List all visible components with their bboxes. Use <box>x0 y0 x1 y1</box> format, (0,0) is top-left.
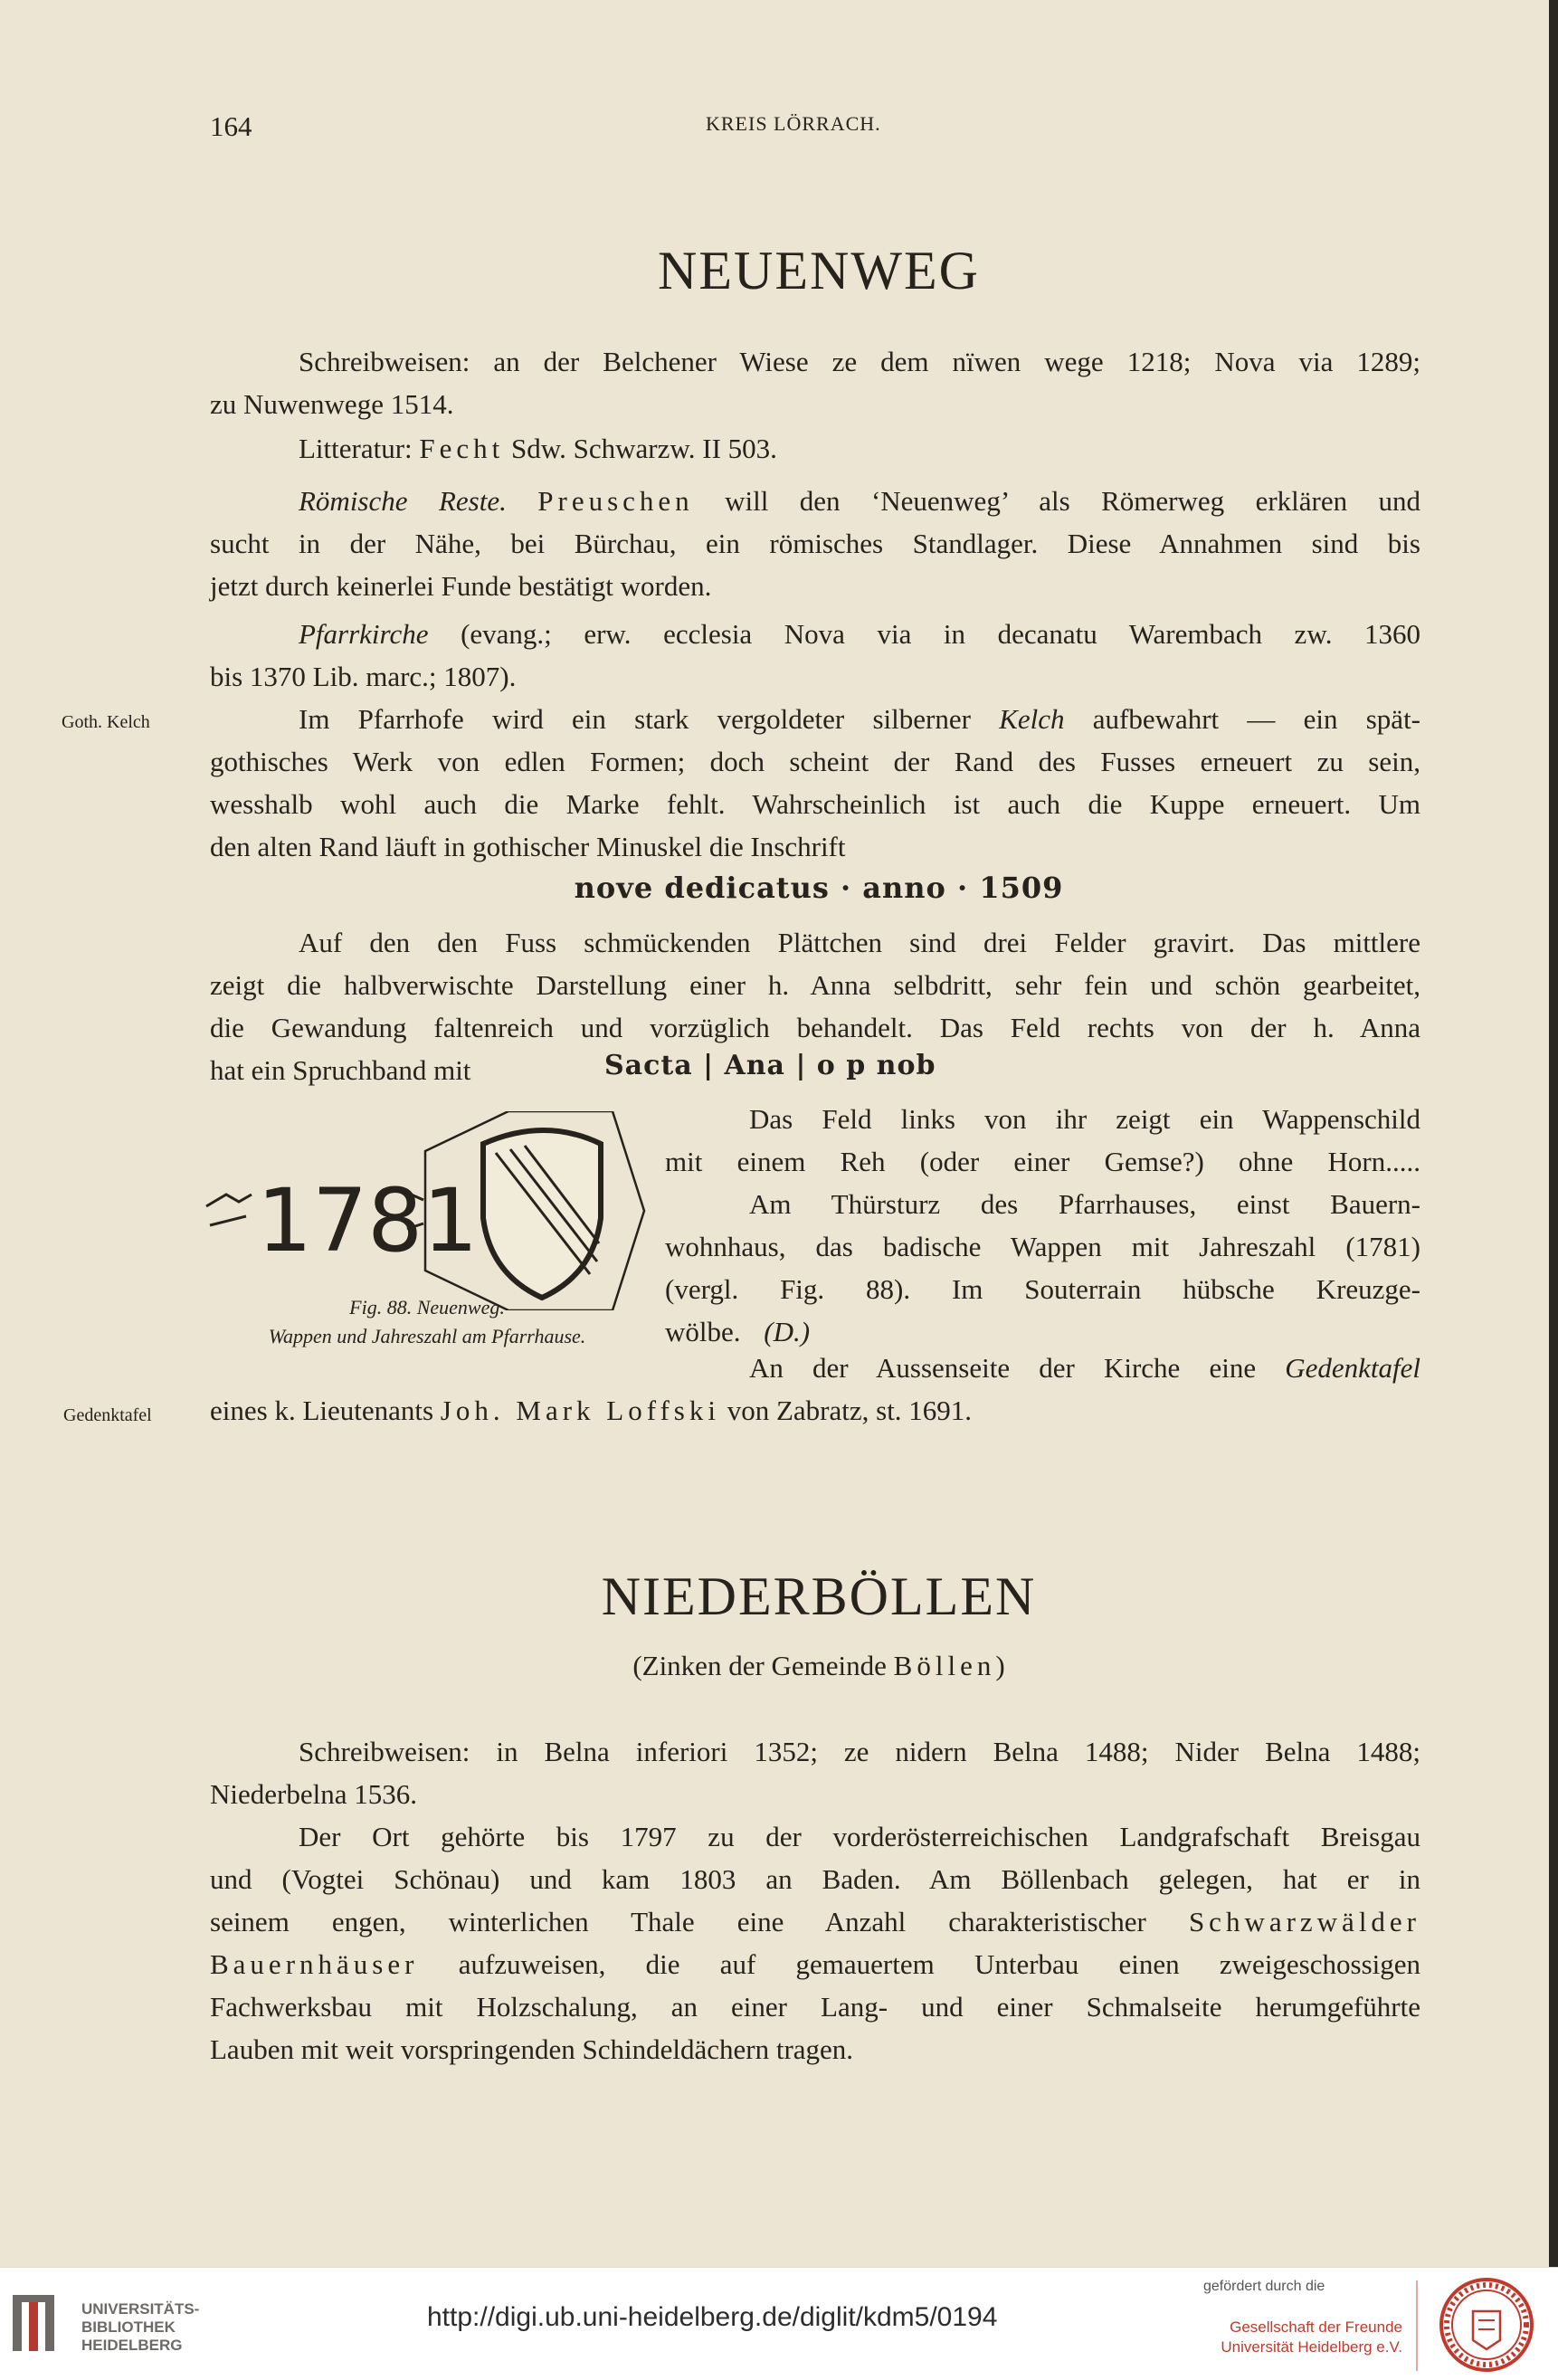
text-line: jetzt durch keinerlei Funde bestätigt worden. <box>210 570 712 602</box>
spruchband-text: Sacta | Ana | o p nob <box>604 1050 936 1081</box>
text-run: An der Aussenseite der Kirche eine <box>749 1352 1257 1384</box>
library-logo-icon <box>9 2288 72 2360</box>
text-run: Im Pfarrhofe wird ein stark vergoldeter silberner <box>299 703 971 735</box>
text-run: (Zinken der Gemeinde <box>632 1650 887 1681</box>
page-number: 164 <box>210 110 252 142</box>
section-subtitle <box>208 1644 1430 1687</box>
text-run: aufzuweisen, die auf gemauertem Unterbau einen zweigeschossigen <box>458 1948 1421 1980</box>
year-1781: 1781 <box>257 1170 479 1271</box>
section-title-niederboellen: NIEDERBÖLLEN <box>601 1566 1037 1626</box>
text-run: eines k. Lieutenants <box>210 1395 434 1426</box>
term-bauernhaeuser: Bauernhäuser <box>210 1948 419 1980</box>
text-line: und (Vogtei Schönau) und kam 1803 an Baden. Am Böllenbach gelegen, hat er in <box>210 1863 1420 1895</box>
text-run: aufbewahrt — ein spät- <box>1092 703 1421 735</box>
text-line: den alten Rand läuft in gothischer Minuskel die Inschrift <box>210 831 846 862</box>
author-name: Fecht <box>419 433 505 464</box>
figure-caption-line2: Wappen und Jahreszahl am Pfarrhause. <box>268 1325 586 1347</box>
subheading-pfarrkirche: Pfarrkirche <box>299 618 429 650</box>
term-gedenktafel: Gedenktafel <box>1285 1352 1420 1384</box>
text-run: will den ‘Neuenweg’ als Römerweg erklären und <box>725 485 1421 517</box>
text-run: von Zabratz, st. 1691. <box>727 1395 973 1426</box>
term-kelch: Kelch <box>999 703 1065 735</box>
university-seal-icon <box>1437 2275 1536 2375</box>
sponsor-label: gefördert durch die <box>1203 2279 1325 2294</box>
text-line <box>749 1347 1420 1389</box>
text-line: Schreibweisen: an der Belchener Wiese ze dem nïwen wege 1218; Nova via 1289; <box>299 346 1420 377</box>
paragraph-litteratur <box>299 427 777 470</box>
text-line: Fachwerksbau mit Holzschalung, an einer Lang- und einer Schmalseite herumgeführte <box>210 1991 1420 2023</box>
margin-note-gedenktafel: Gedenktafel <box>63 1405 152 1425</box>
text-line <box>299 480 1420 522</box>
permalink-url[interactable]: http://digi.ub.uni-heidelberg.de/diglit/kdm5/0194 <box>427 2302 998 2332</box>
text-line: Am Thürsturz des Pfarrhauses, einst Bauern- <box>749 1188 1420 1220</box>
text-line: zu Nuwenwege 1514. <box>210 388 454 420</box>
text-line: mit einem Reh (oder einer Gemse?) ohne Horn..... <box>665 1146 1420 1177</box>
text-run: wölbe. <box>665 1316 741 1347</box>
text-line: wesshalb wohl auch die Marke fehlt. Wahrscheinlich ist auch die Kuppe erneuert. Um <box>210 788 1420 820</box>
subheading-roemische-reste: Römische Reste. <box>299 485 507 517</box>
text-line: wohnhaus, das badische Wappen mit Jahreszahl (1781) <box>665 1231 1420 1262</box>
library-name-line1: UNIVERSITÄTS- <box>81 2300 200 2318</box>
text-run: seinem engen, winterlichen Thale eine Anzahl charakteristischer <box>210 1906 1146 1937</box>
text-line: gothisches Werk von edlen Formen; doch scheint der Rand des Fusses erneuert zu sein, <box>210 746 1420 777</box>
person-name: Joh. Mark Loffski <box>440 1395 720 1426</box>
running-title: KREIS LÖRRACH. <box>706 112 881 135</box>
text-line: zeigt die halbverwischte Darstellung einer h. Anna selbdritt, sehr fein und schön gearbeitet, <box>210 969 1420 1001</box>
sponsor-line2: Universität Heidelberg e.V. <box>1221 2338 1402 2356</box>
text-line: sucht in der Nähe, bei Bürchau, ein römisches Standlager. Diese Annahmen sind bis <box>210 528 1420 559</box>
text-line: Das Feld links von ihr zeigt ein Wappenschild <box>749 1103 1420 1135</box>
text-line: bis 1370 Lib. marc.; 1807). <box>210 661 517 692</box>
text-line: Der Ort gehörte bis 1797 zu der vorderösterreichischen Landgrafschaft Breisgau <box>299 1821 1420 1852</box>
text-line <box>210 1900 1420 1943</box>
library-name-line3: HEIDELBERG <box>81 2337 183 2354</box>
text-line <box>210 1389 972 1432</box>
paragraph-line <box>299 340 1420 383</box>
term-schwarzwaelder: Schwarzwälder <box>1188 1906 1421 1937</box>
text-run: (evang.; erw. ecclesia Nova via in decanatu Warembach zw. 1360 <box>461 618 1421 650</box>
inscription: nove dedicatus · anno · 1509 <box>574 871 1064 905</box>
ornament-flourish <box>206 1195 252 1225</box>
text-line: hat ein Spruchband mit <box>210 1054 471 1086</box>
sponsor-line1: Gesellschaft der Freunde <box>1230 2318 1402 2336</box>
margin-note-kelch: Goth. Kelch <box>62 712 150 732</box>
viewer-footer <box>0 2267 1558 2380</box>
author-signature: (D.) <box>764 1316 811 1347</box>
text-line: Schreibweisen: in Belna inferiori 1352; ze nidern Belna 1488; Nider Belna 1488; <box>299 1736 1420 1767</box>
text-line <box>210 1943 1420 1985</box>
text-line: (vergl. Fig. 88). Im Souterrain hübsche Kreuzge- <box>665 1273 1420 1305</box>
figure-caption-line1: Fig. 88. Neuenweg. <box>349 1296 505 1319</box>
section-title-neuenweg: NEUENWEG <box>658 241 980 300</box>
text-line <box>299 698 1420 740</box>
text-run: Litteratur: <box>299 433 413 464</box>
text-line: Lauben mit weit vorspringenden Schindeldächern tragen. <box>210 2033 854 2065</box>
author-name: Preuschen <box>537 485 694 517</box>
figure-88 <box>192 1111 662 1374</box>
coat-of-arms-lintel-drawing <box>192 1111 662 1310</box>
text-line: Niederbelna 1536. <box>210 1778 417 1810</box>
divider <box>1416 2280 1418 2371</box>
place-name: Böllen <box>893 1650 996 1681</box>
library-name-line2: BIBLIOTHEK <box>81 2318 176 2336</box>
text-line <box>299 613 1420 655</box>
text-line: die Gewandung faltenreich und vorzüglich behandelt. Das Feld rechts von der h. Anna <box>210 1012 1420 1043</box>
text-line: Auf den den Fuss schmückenden Plättchen sind drei Felder gravirt. Das mittlere <box>299 927 1420 958</box>
text-run: Sdw. Schwarzw. II 503. <box>511 433 777 464</box>
text-run: ) <box>995 1650 1005 1681</box>
